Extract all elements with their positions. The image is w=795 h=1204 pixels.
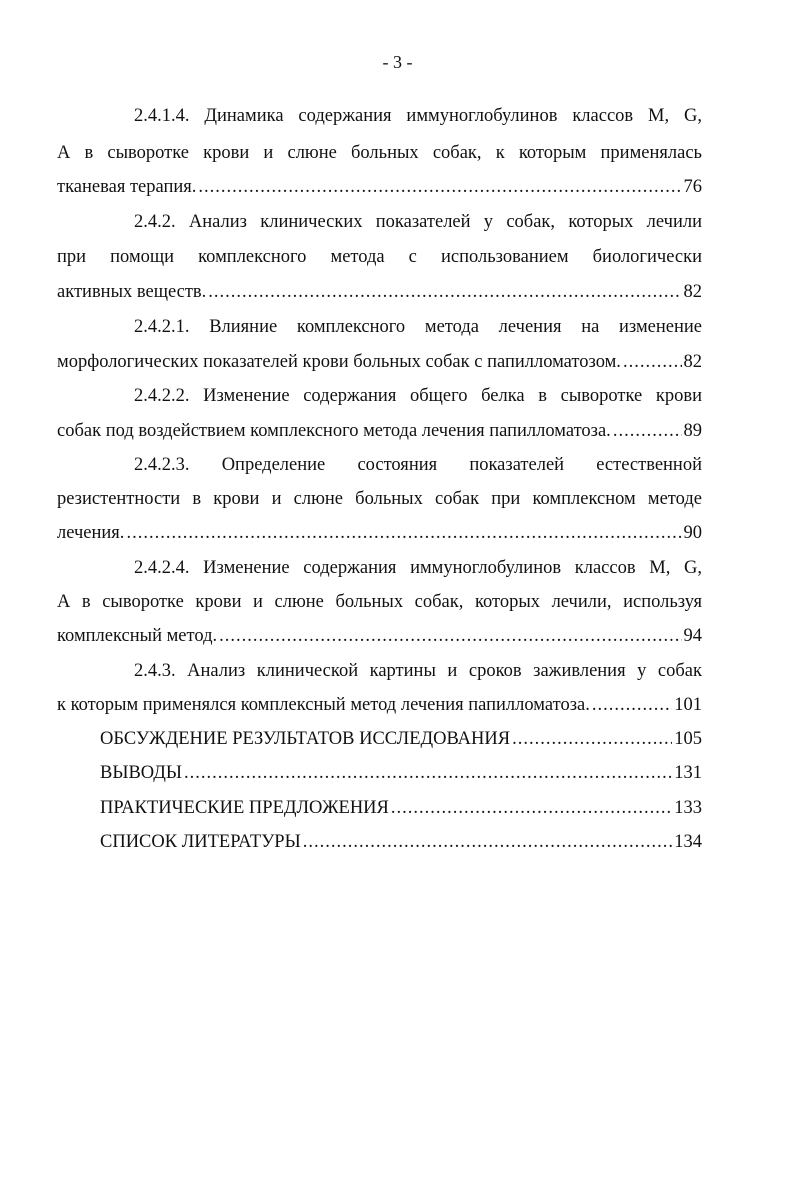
dot-leader	[512, 726, 672, 752]
toc-entry-page: 89	[683, 421, 702, 441]
dot-leader	[391, 795, 672, 821]
toc-entry-page: 105	[674, 729, 702, 749]
toc-entry-title: ОБСУЖДЕНИЕ РЕЗУЛЬТАТОВ ИССЛЕДОВАНИЯ	[100, 729, 511, 749]
toc-line: 2.4.3. Анализ клинической картины и сроков заживления у собак	[134, 661, 702, 681]
toc-entry	[57, 520, 702, 546]
toc-line: 2.4.2.3. Определение состояния показателей естественной	[134, 455, 702, 475]
dot-leader	[126, 520, 681, 546]
toc-line: 2.4.2.1. Влияние комплексного метода лечения на изменение	[134, 317, 702, 337]
toc-entry	[57, 418, 702, 444]
toc-entry-page: 94	[683, 626, 702, 646]
toc-entry-page: 90	[683, 523, 702, 543]
toc-entry	[100, 760, 702, 786]
dot-leader	[219, 623, 681, 649]
toc-line: при помощи комплексного метода с использованием биологически	[57, 247, 702, 267]
toc-entry-title: к которым применялся комплексный метод лечения папилломатоза.	[57, 695, 590, 715]
toc-entry-page: 131	[674, 763, 702, 783]
toc-entry	[100, 726, 702, 752]
toc-entry-title: морфологических показателей крови больных собак с папилломатозом.	[57, 352, 621, 372]
toc-line: резистентности в крови и слюне больных собак при комплексном методе	[57, 489, 702, 509]
dot-leader	[613, 418, 682, 444]
toc-entry-page: 134	[674, 832, 702, 852]
toc-entry	[57, 349, 702, 375]
dot-leader	[184, 760, 672, 786]
toc-entry-title: собак под воздействием комплексного метода лечения папилломатоза.	[57, 421, 611, 441]
toc-entry-page: 82	[683, 282, 702, 302]
toc-entry	[57, 623, 702, 649]
toc-entry-title: ВЫВОДЫ	[100, 763, 183, 783]
toc-entry	[57, 279, 702, 305]
toc-entry	[100, 829, 702, 855]
toc-entry	[57, 692, 702, 718]
toc-entry-title: СПИСОК ЛИТЕРАТУРЫ	[100, 832, 301, 852]
toc-entry	[100, 795, 702, 821]
dot-leader	[303, 829, 673, 855]
toc-line: А в сыворотке крови и слюне больных собак, к которым применялась	[57, 143, 702, 163]
dot-leader	[198, 174, 681, 200]
toc-entry-title: активных веществ.	[57, 282, 207, 302]
dot-leader	[623, 349, 682, 375]
page-number: - 3 -	[382, 52, 413, 72]
toc-entry-title: комплексный метод.	[57, 626, 218, 646]
dot-leader	[592, 692, 672, 718]
toc-line: 2.4.2. Анализ клинических показателей у собак, которых лечили	[134, 212, 702, 232]
toc-entry-title: тканевая терапия.	[57, 177, 197, 197]
toc-entry-title: ПРАКТИЧЕСКИЕ ПРЕДЛОЖЕНИЯ	[100, 798, 389, 818]
dot-leader	[208, 279, 681, 305]
toc-entry-title: лечения.	[57, 523, 125, 543]
toc-entry-page: 101	[674, 695, 702, 715]
toc-entry	[57, 174, 702, 200]
toc-line: 2.4.1.4. Динамика содержания иммуноглобулинов классов М, G,	[134, 106, 702, 126]
toc-entry-page: 82	[683, 352, 702, 372]
toc-line: 2.4.2.2. Изменение содержания общего белка в сыворотке крови	[134, 386, 702, 406]
toc-line: 2.4.2.4. Изменение содержания иммуноглобулинов классов М, G,	[134, 558, 702, 578]
toc-line: А в сыворотке крови и слюне больных собак, которых лечили, используя	[57, 592, 702, 612]
toc-entry-page: 133	[674, 798, 702, 818]
toc-entry-page: 76	[683, 177, 702, 197]
